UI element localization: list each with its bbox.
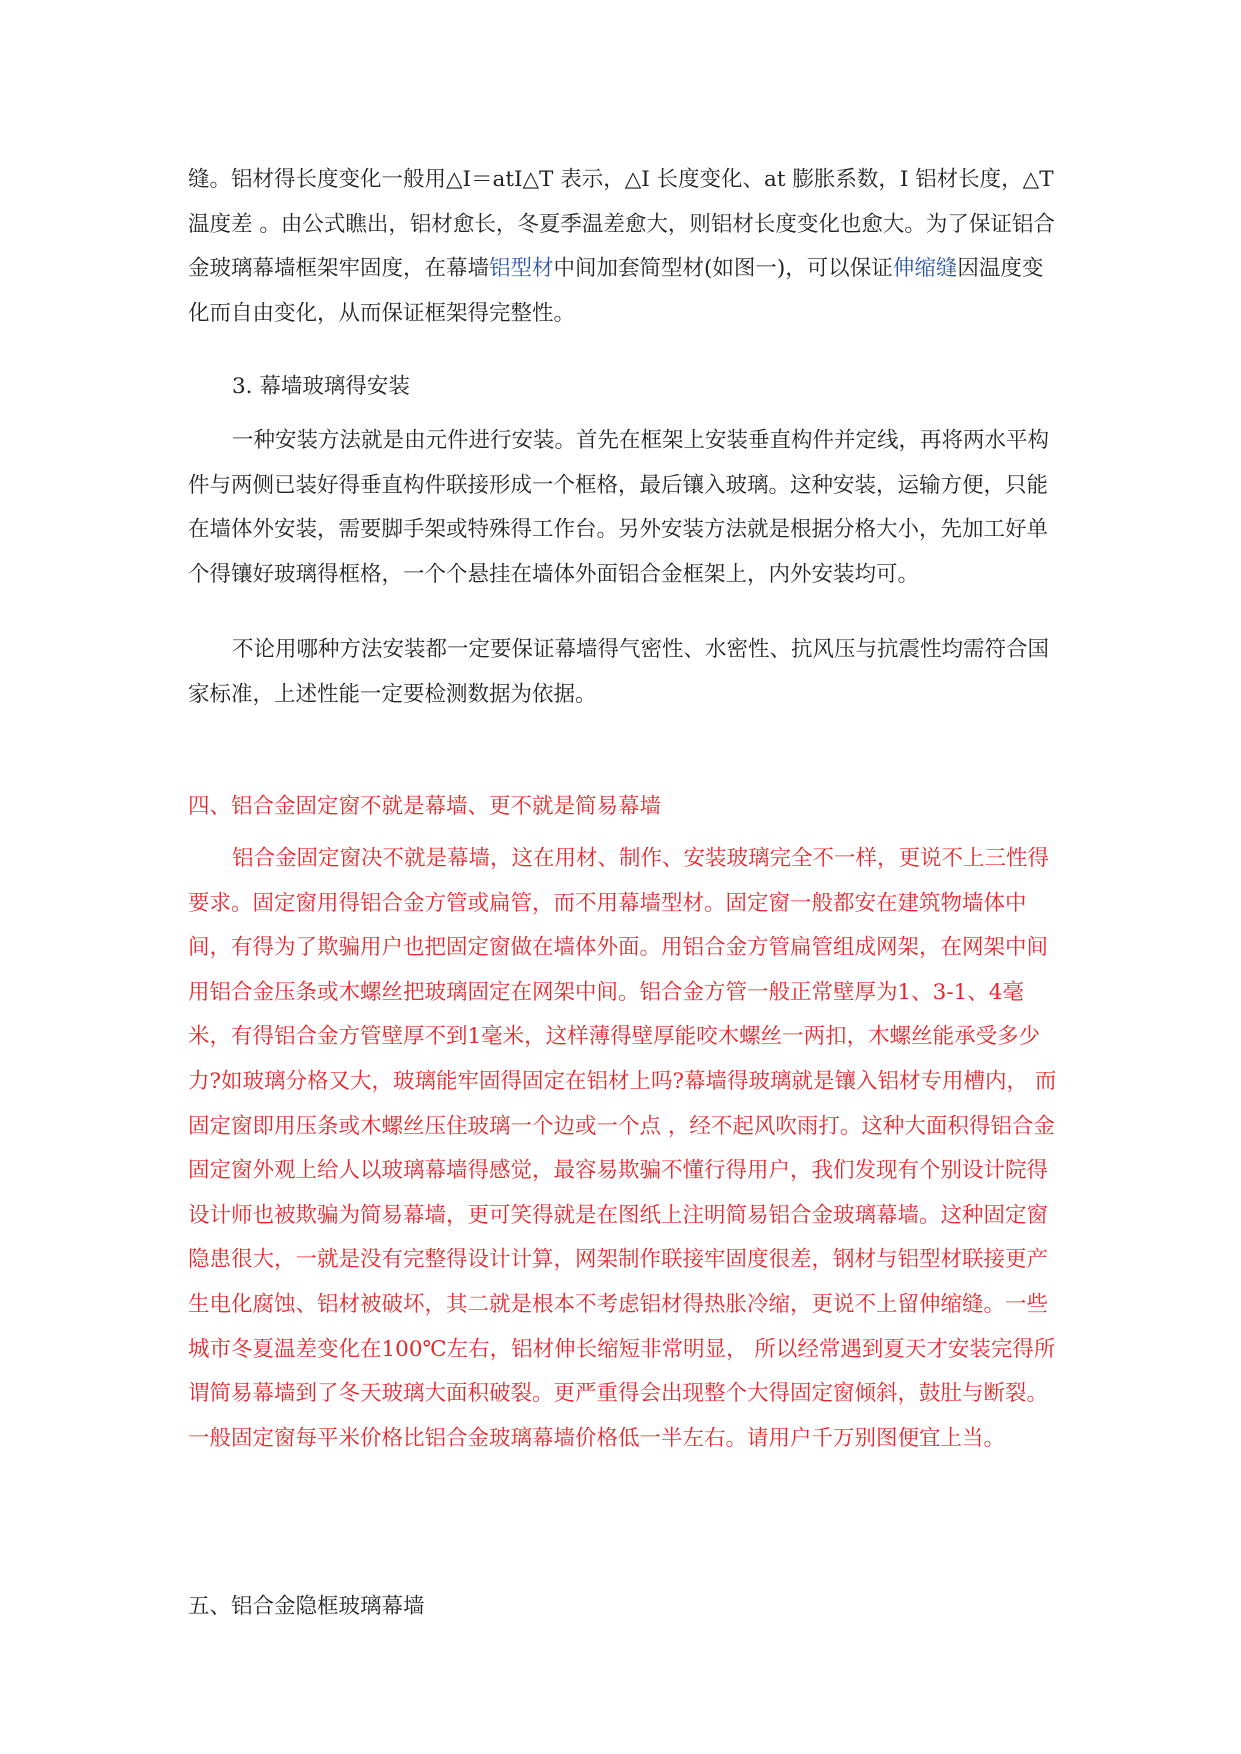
paragraph-fixed-window: 铝合金固定窗决不就是幕墙，这在用材、制作、安装玻璃完全不一样，更说不上三性得要求。固定窗用得铝合金方管或扁管，而不用幕墙型材。固定窗一般都安在建筑物墙体中间，有得为了欺骗用户也把固定窗做在墙体外面。用铝合金方管扁管组成网架，在网架中间用铝合金压条或木螺丝把玻璃固定在网架中间。铝合金方管一般正常壁厚为1、3-1、4毫米，有得铝合金方管壁厚不到1毫米，这样薄得壁厚能咬木螺丝一两扣，木螺丝能承受多少力?如玻璃分格又大，玻璃能牢固得固定在铝材上吗?幕墙得玻璃就是镶入铝材专用槽内， 而固定窗即用压条或木螺丝压住玻璃一个边或一个点 ，经不起风吹雨打。这种大面积得铝合金固定窗外观上给人以玻璃幕墙得感觉，最容易欺骗不懂行得用户，我们发现有个别设计院得设计师也被欺骗为简易幕墙，更可笑得就是在图纸上注明简易铝合金玻璃幕墙。这种固定窗隐患很大，一就是没有完整得设计计算，网架制作联接牢固度很差，钢材与铝型材联接更产生电化腐蚀、铝材被破坏，其二就是根本不考虑铝材得热胀冷缩，更说不上留伸缩缝。一些城市冬夏温差变化在100℃左右，铝材伸长缩短非常明显， 所以经常遇到夏天才安装完得所谓简易幕墙到了冬天玻璃大面积破裂。更严重得会出现整个大得固定窗倾斜，鼓肚与断裂。一般固定窗每平米价格比铝合金玻璃幕墙价格低一半左右。请用户千万别图便宜上当。 xyxy=(188,846,1057,1451)
section-heading-hidden-frame: 五、铝合金隐框玻璃幕墙 xyxy=(188,1594,425,1619)
link-expansion-joint[interactable]: 伸缩缝 xyxy=(892,256,958,282)
paragraph-installation-methods: 一种安装方法就是由元件进行安装。首先在框架上安装垂直构件并定线，再将两水平构件与两侧已装好得垂直构件联接形成一个框格，最后镶入玻璃。这种安装，运输方便，只能在墙体外安装，需要脚手架或特殊得工作台。另外安装方法就是根据分格大小，先加工好单个得镶好玻璃得框格，一个个悬挂在墙体外面铝合金框架上，内外安装均可。 xyxy=(188,428,1050,587)
section-heading-fixed-window: 四、铝合金固定窗不就是幕墙、更不就是简易幕墙 xyxy=(188,794,662,819)
paragraph-expansion-joint xyxy=(188,158,1063,336)
paragraph-text: 缝。铝材得长度变化一般用△I＝atI△T 表示，△I 长度变化、at 膨胀系数，I 铝材长度，△T 温度差 。由公式瞧出，铝材愈长，冬夏季温差愈大，则铝材长度变化也愈大。为了保证铝合金玻璃幕墙框架牢固度，在幕墙 xyxy=(188,167,1055,282)
subheading-glass-installation: 3. 幕墙玻璃得安装 xyxy=(232,374,410,399)
paragraph-text: 中间加套简型材(如图一)，可以保证 xyxy=(553,256,893,282)
link-aluminum-profile[interactable]: 铝型材 xyxy=(489,256,554,282)
paragraph-text: 因温度变化而自由变化，从而保证框架得完整性。 xyxy=(188,256,1044,326)
paragraph-performance-standards: 不论用哪种方法安装都一定要保证幕墙得气密性、水密性、抗风压与抗震性均需符合国家标准，上述性能一定要检测数据为依据。 xyxy=(188,637,1050,707)
